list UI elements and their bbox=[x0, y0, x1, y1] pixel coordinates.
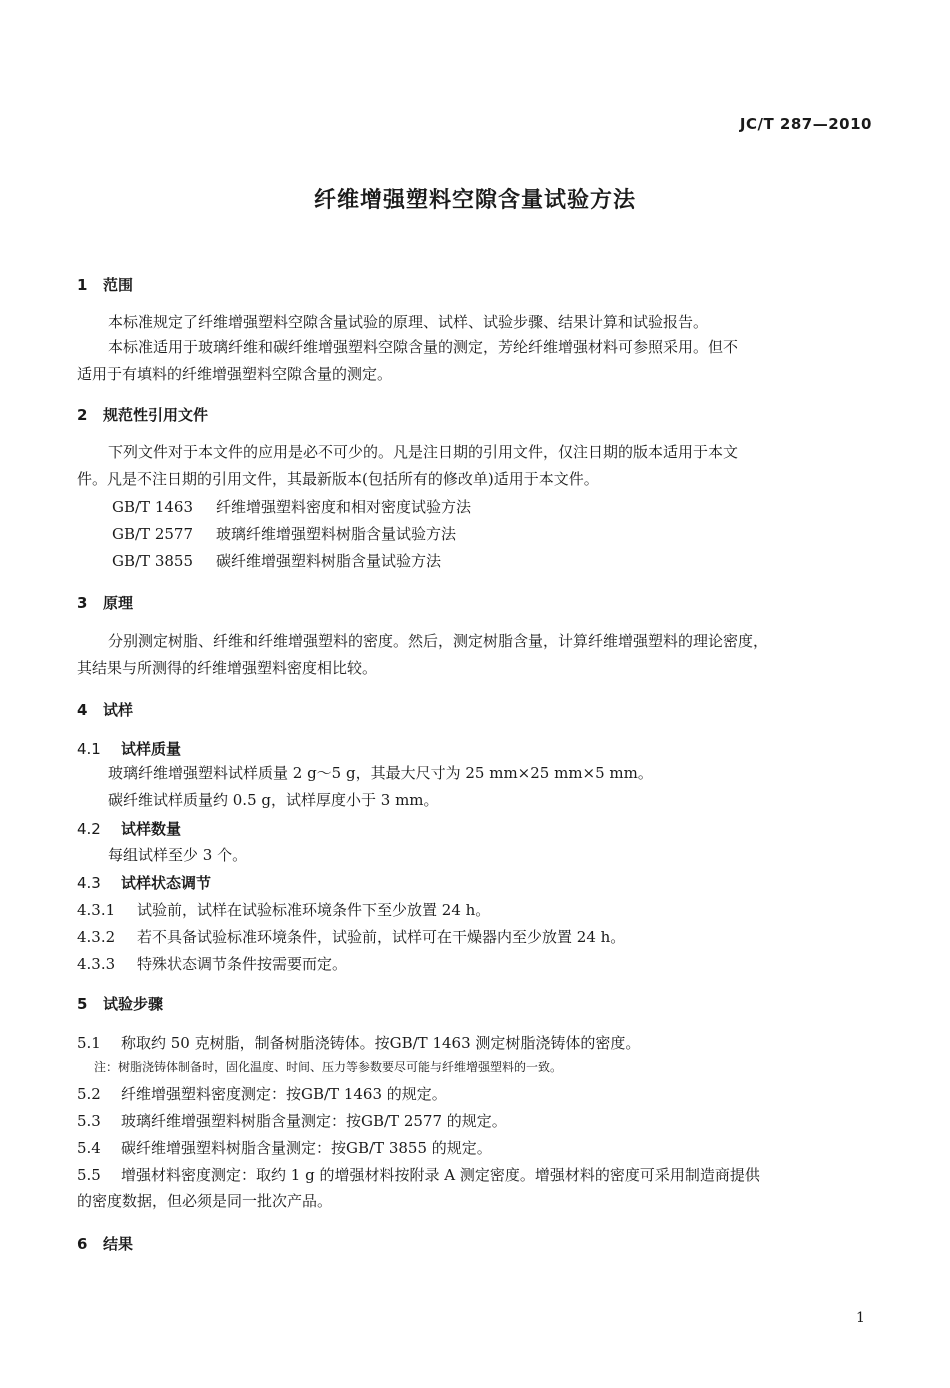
clause-number: 4.3.1 bbox=[77, 901, 116, 919]
clause-4-3-1 bbox=[77, 899, 490, 920]
page-number: 1 bbox=[856, 1310, 865, 1326]
section-3-heading bbox=[77, 592, 133, 613]
clause-5-5 bbox=[77, 1164, 760, 1185]
clause-number: 5.4 bbox=[77, 1139, 101, 1157]
section-number: 2 bbox=[77, 406, 88, 424]
section-2-heading bbox=[77, 404, 208, 425]
section-title: 范围 bbox=[103, 276, 134, 294]
section-number: 3 bbox=[77, 594, 88, 612]
standard-code: JC/T 287—2010 bbox=[739, 115, 872, 133]
reference-code: GB/T 3855 bbox=[112, 552, 194, 570]
reference-item bbox=[112, 550, 441, 571]
subsection-number: 4.2 bbox=[77, 820, 101, 838]
section-3-para-1: 分别测定树脂、纤维和纤维增强塑料的密度。然后，测定树脂含量，计算纤维增强塑料的理论密度， bbox=[108, 632, 769, 650]
clause-text: 玻璃纤维增强塑料树脂含量测定：按GB/T 2577 的规定。 bbox=[121, 1112, 507, 1130]
clause-text: 称取约 50 克树脂，制备树脂浇铸体。按GB/T 1463 测定树脂浇铸体的密度。 bbox=[121, 1034, 641, 1052]
section-title: 试验步骤 bbox=[103, 995, 164, 1013]
subsection-4-1-heading bbox=[77, 738, 181, 759]
section-2-para-1: 下列文件对于本文件的应用是必不可少的。凡是注日期的引用文件，仅注日期的版本适用于本文 bbox=[108, 443, 739, 461]
reference-item bbox=[112, 496, 471, 517]
clause-number: 4.3.2 bbox=[77, 928, 116, 946]
clause-text: 特殊状态调节条件按需要而定。 bbox=[137, 955, 348, 973]
section-title: 结果 bbox=[103, 1235, 134, 1253]
note-text: 注：树脂浇铸体制备时，固化温度、时间、压力等参数要尽可能与纤维增强塑料的一致。 bbox=[94, 1060, 563, 1074]
section-6-heading bbox=[77, 1233, 133, 1254]
section-number: 5 bbox=[77, 995, 88, 1013]
reference-code: GB/T 2577 bbox=[112, 525, 194, 543]
subsection-4-3-heading bbox=[77, 872, 211, 893]
reference-item bbox=[112, 523, 456, 544]
clause-number: 5.1 bbox=[77, 1034, 101, 1052]
subsection-title: 试样状态调节 bbox=[121, 874, 212, 892]
section-title: 试样 bbox=[103, 701, 134, 719]
reference-title: 玻璃纤维增强塑料树脂含量试验方法 bbox=[216, 525, 457, 543]
clause-5-5-cont: 的密度数据，但必须是同一批次产品。 bbox=[77, 1192, 333, 1210]
reference-title: 纤维增强塑料密度和相对密度试验方法 bbox=[216, 498, 472, 516]
section-1-heading bbox=[77, 274, 133, 295]
reference-title: 碳纤维增强塑料树脂含量试验方法 bbox=[216, 552, 442, 570]
section-1-para-2: 本标准适用于玻璃纤维和碳纤维增强塑料空隙含量的测定，芳纶纤维增强材料可参照采用。但不 bbox=[108, 338, 739, 356]
clause-number: 5.3 bbox=[77, 1112, 101, 1130]
clause-5-4 bbox=[77, 1137, 492, 1158]
clause-5-2 bbox=[77, 1083, 447, 1104]
clause-text: 若不具备试验标准环境条件，试验前，试样可在干燥器内至少放置 24 h。 bbox=[137, 928, 626, 946]
section-title: 规范性引用文件 bbox=[103, 406, 209, 424]
section-number: 1 bbox=[77, 276, 88, 294]
subsection-4-2-heading bbox=[77, 818, 181, 839]
section-1-para-1: 本标准规定了纤维增强塑料空隙含量试验的原理、试样、试验步骤、结果计算和试验报告。 bbox=[108, 313, 709, 331]
clause-5-1 bbox=[77, 1032, 640, 1053]
section-5-heading bbox=[77, 993, 163, 1014]
subsection-title: 试样数量 bbox=[121, 820, 182, 838]
subsection-4-1-line-1: 玻璃纤维增强塑料试样质量 2 g～5 g，其最大尺寸为 25 mm×25 mm×5 mm。 bbox=[108, 764, 653, 782]
subsection-title: 试样质量 bbox=[121, 740, 182, 758]
subsection-number: 4.1 bbox=[77, 740, 101, 758]
clause-4-3-3 bbox=[77, 953, 347, 974]
section-number: 6 bbox=[77, 1235, 88, 1253]
section-4-heading bbox=[77, 699, 133, 720]
section-title: 原理 bbox=[103, 594, 134, 612]
clause-text: 试验前，试样在试验标准环境条件下至少放置 24 h。 bbox=[137, 901, 491, 919]
section-1-para-2-cont: 适用于有填料的纤维增强塑料空隙含量的测定。 bbox=[77, 365, 393, 383]
clause-5-3 bbox=[77, 1110, 507, 1131]
subsection-4-2-line-1: 每组试样至少 3 个。 bbox=[108, 846, 248, 864]
clause-text: 碳纤维增强塑料树脂含量测定：按GB/T 3855 的规定。 bbox=[121, 1139, 492, 1157]
section-2-para-1-cont: 件。凡是不注日期的引用文件，其最新版本(包括所有的修改单)适用于本文件。 bbox=[77, 470, 599, 488]
subsection-number: 4.3 bbox=[77, 874, 101, 892]
document-title: 纤维增强塑料空隙含量试验方法 bbox=[313, 188, 636, 213]
clause-4-3-2 bbox=[77, 926, 625, 947]
clause-text: 纤维增强塑料密度测定：按GB/T 1463 的规定。 bbox=[121, 1085, 447, 1103]
clause-text: 增强材料密度测定：取约 1 g 的增强材料按附录 A 测定密度。增强材料的密度可采用制造商提供 bbox=[121, 1166, 760, 1184]
reference-code: GB/T 1463 bbox=[112, 498, 194, 516]
section-3-para-1-cont: 其结果与所测得的纤维增强塑料密度相比较。 bbox=[77, 659, 378, 677]
clause-number: 4.3.3 bbox=[77, 955, 116, 973]
subsection-4-1-line-2: 碳纤维试样质量约 0.5 g，试样厚度小于 3 mm。 bbox=[108, 791, 439, 809]
section-number: 4 bbox=[77, 701, 88, 719]
clause-number: 5.5 bbox=[77, 1166, 101, 1184]
clause-number: 5.2 bbox=[77, 1085, 101, 1103]
